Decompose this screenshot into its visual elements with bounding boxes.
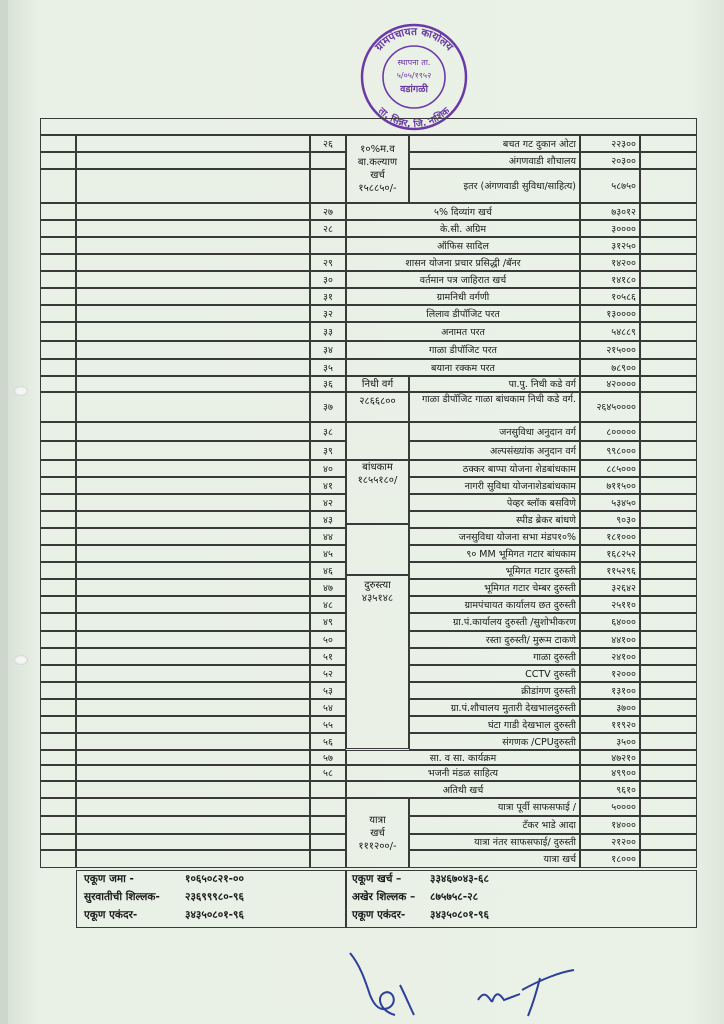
row-amount: ५३४५० bbox=[580, 494, 640, 511]
grand-total-left-value: ३४३५०८०१-९६ bbox=[185, 909, 244, 921]
blank-col-b bbox=[76, 579, 310, 596]
row-description: रस्ता दुरुस्ती/ मुरूम टाकणे bbox=[409, 631, 580, 648]
seal-mid-1: स्थापना ता. bbox=[397, 58, 431, 67]
blank-col-b bbox=[76, 850, 310, 868]
seal-top-text: ग्रामपंचायत कार्यालय bbox=[372, 25, 456, 54]
row-description: भूमिगत गटार चेम्बर दुरुस्ती bbox=[409, 579, 580, 596]
row-description: बयाना रक्कम परत bbox=[346, 359, 580, 376]
blank-col-b bbox=[76, 169, 310, 203]
row-number bbox=[310, 152, 346, 169]
row-amount: १८१००० bbox=[580, 528, 640, 545]
row-description: पा.पु. निधी कडे वर्ग bbox=[409, 376, 580, 392]
row-description: सा. व सा. कार्यक्रम bbox=[346, 750, 580, 765]
row-amount: ९०३० bbox=[580, 511, 640, 528]
group-cell-repairs bbox=[346, 575, 409, 749]
blank-col-b bbox=[76, 460, 310, 477]
blank-col-b bbox=[76, 682, 310, 699]
blank-col-a bbox=[40, 682, 76, 699]
row-number: २६ bbox=[310, 135, 346, 152]
row-number bbox=[310, 169, 346, 203]
row-number: ५६ bbox=[310, 733, 346, 750]
row-amount: ४७२१० bbox=[580, 750, 640, 765]
row-number: ५७ bbox=[310, 750, 346, 765]
row-description: यात्रा खर्च bbox=[409, 850, 580, 868]
grand-total-right-label: एकूण एकंदर- bbox=[352, 909, 406, 921]
blank-col-b bbox=[76, 750, 310, 765]
row-description: गाळा डीपॉजिट गाळा बांधकाम निधी कडे वर्ग. bbox=[409, 392, 580, 422]
row-amount: ३२६४२ bbox=[580, 579, 640, 596]
group-label: १०%म.व bbox=[360, 144, 395, 155]
blank-col-b bbox=[76, 288, 310, 305]
blank-col-c bbox=[640, 750, 697, 765]
group-amount: १५८८५०/- bbox=[358, 183, 397, 194]
row-amount: ७८९०० bbox=[580, 359, 640, 376]
row-number: ४७ bbox=[310, 579, 346, 596]
row-description: जनसुविधा अनुदान वर्ग bbox=[409, 422, 580, 441]
group-amount: १११२००/- bbox=[358, 840, 397, 852]
row-description: यात्रा पूर्वी साफसफाई / bbox=[409, 798, 580, 816]
blank-col-a bbox=[40, 494, 76, 511]
punch-hole bbox=[14, 655, 28, 665]
row-number: ५४ bbox=[310, 699, 346, 716]
blank-col-a bbox=[40, 750, 76, 765]
blank-col-c bbox=[640, 422, 697, 441]
row-description: अल्पसंख्यांक अनुदान वर्ग bbox=[409, 441, 580, 460]
blank-col-a bbox=[40, 392, 76, 422]
row-amount: ३०००० bbox=[580, 220, 640, 237]
blank-col-b bbox=[76, 376, 310, 392]
blank-col-c bbox=[640, 834, 697, 850]
blank-col-a bbox=[40, 665, 76, 682]
blank-col-a bbox=[40, 477, 76, 494]
row-number: ३९ bbox=[310, 441, 346, 460]
group-cell-construction bbox=[346, 460, 409, 524]
blank-col-a bbox=[40, 733, 76, 750]
row-description: ग्रामपंचायत कार्यालय छत दुरुस्ती bbox=[409, 596, 580, 613]
closing-balance-value: ८७५७५८-२८ bbox=[430, 891, 479, 903]
blank-col-c bbox=[640, 477, 697, 494]
row-description: ५% दिव्यांग खर्च bbox=[346, 203, 580, 220]
row-number: ३० bbox=[310, 271, 346, 288]
row-description: नागरी सुविधा योजनाशेडबांधकाम bbox=[409, 477, 580, 494]
blank-col-c bbox=[640, 135, 697, 152]
row-amount: १४००० bbox=[580, 816, 640, 834]
row-number: ३२ bbox=[310, 305, 346, 322]
row-description: टँकर भाडे आदा bbox=[409, 816, 580, 834]
row-amount: ८८५००० bbox=[580, 460, 640, 477]
blank-col-a bbox=[40, 322, 76, 341]
closing-balance-label: अखेर शिल्लक – bbox=[352, 891, 416, 903]
blank-col-a bbox=[40, 579, 76, 596]
row-amount: १२००० bbox=[580, 665, 640, 682]
blank-col-c bbox=[640, 798, 697, 816]
blank-col-c bbox=[640, 648, 697, 665]
blank-col-b bbox=[76, 613, 310, 631]
row-amount: ११९२० bbox=[580, 716, 640, 733]
blank-col-b bbox=[76, 422, 310, 441]
blank-col-a bbox=[40, 422, 76, 441]
group-label: यात्रा bbox=[369, 814, 386, 826]
blank-col-b bbox=[76, 665, 310, 682]
blank-col-b bbox=[76, 562, 310, 579]
blank-col-a bbox=[40, 460, 76, 477]
blank-col-c bbox=[640, 682, 697, 699]
row-description: गाळा दुरुस्ती bbox=[409, 648, 580, 665]
row-number: २८ bbox=[310, 220, 346, 237]
blank-col-a bbox=[40, 613, 76, 631]
blank-col-b bbox=[76, 203, 310, 220]
group-label: खर्च bbox=[370, 827, 385, 839]
blank-col-b bbox=[76, 716, 310, 733]
blank-col-a bbox=[40, 798, 76, 816]
blank-col-b bbox=[76, 359, 310, 376]
row-amount: १३१०० bbox=[580, 682, 640, 699]
blank-col-b bbox=[76, 765, 310, 781]
blank-col-b bbox=[76, 271, 310, 288]
row-amount: ७३०१२ bbox=[580, 203, 640, 220]
blank-col-b bbox=[76, 477, 310, 494]
blank-col-c bbox=[640, 237, 697, 254]
group-cell-fund-transfer bbox=[346, 376, 409, 392]
svg-text:ग्रामपंचायत कार्यालय bbox=[372, 26, 456, 54]
group-label: बा.कल्याण bbox=[357, 157, 398, 168]
blank-col-a bbox=[40, 816, 76, 834]
row-description: अंगणवाडी शौचालय bbox=[409, 152, 580, 169]
row-number bbox=[310, 237, 346, 254]
blank-col-a bbox=[40, 631, 76, 648]
row-amount: १०५८६ bbox=[580, 288, 640, 305]
row-description: जनसुविधा योजना सभा मंडप१०% bbox=[409, 528, 580, 545]
row-number: ४० bbox=[310, 460, 346, 477]
row-number: ५३ bbox=[310, 682, 346, 699]
blank-col-a bbox=[40, 528, 76, 545]
blank-col-c bbox=[640, 169, 697, 203]
blank-col-c bbox=[640, 203, 697, 220]
blank-col-c bbox=[640, 765, 697, 781]
blank-col-c bbox=[640, 545, 697, 562]
row-description: अनामत परत bbox=[346, 322, 580, 341]
group-cell-women-child bbox=[346, 135, 409, 203]
row-description: ठक्कर बाप्पा योजना शेडबांधकाम bbox=[409, 460, 580, 477]
row-amount: ४९९०० bbox=[580, 765, 640, 781]
row-description: ऑफिस सादिल bbox=[346, 237, 580, 254]
blank-col-b bbox=[76, 254, 310, 271]
row-number: ४६ bbox=[310, 562, 346, 579]
total-receipt-label: एकूण जमा - bbox=[84, 873, 134, 885]
group-label: बांधकाम bbox=[362, 462, 393, 473]
blank-col-c bbox=[640, 716, 697, 733]
row-description: भजनी मंडळ साहित्य bbox=[346, 765, 580, 781]
row-number: ३६ bbox=[310, 376, 346, 392]
blank-col-c bbox=[640, 665, 697, 682]
row-number: ५१ bbox=[310, 648, 346, 665]
row-number: ३४ bbox=[310, 341, 346, 359]
row-amount: ९६१० bbox=[580, 781, 640, 798]
blank-col-c bbox=[640, 816, 697, 834]
blank-col-c bbox=[640, 322, 697, 341]
row-description: ९० MM भूमिगत गटार बांधकाम bbox=[409, 545, 580, 562]
blank-col-b bbox=[76, 392, 310, 422]
row-number: ४४ bbox=[310, 528, 346, 545]
row-amount: ५४८८९ bbox=[580, 322, 640, 341]
group-cell-blank bbox=[346, 422, 409, 460]
blank-col-a bbox=[40, 152, 76, 169]
blank-col-a bbox=[40, 765, 76, 781]
punch-hole bbox=[14, 386, 28, 396]
row-number: ४५ bbox=[310, 545, 346, 562]
row-description: गाळा डीपॉजिट परत bbox=[346, 341, 580, 359]
blank-col-c bbox=[640, 511, 697, 528]
blank-col-b bbox=[76, 648, 310, 665]
row-description: के.सी. अग्रिम bbox=[346, 220, 580, 237]
row-description: शासन योजना प्रचार प्रसिद्धी /बॅनर bbox=[346, 254, 580, 271]
blank-col-a bbox=[40, 220, 76, 237]
blank-col-c bbox=[640, 254, 697, 271]
row-amount: ३७०० bbox=[580, 699, 640, 716]
row-amount: १६८२५२ bbox=[580, 545, 640, 562]
row-amount: २२३०० bbox=[580, 135, 640, 152]
row-description: ग्रा.पं.कार्यालय दुरुस्ती /सुशोभीकरण bbox=[409, 613, 580, 631]
row-description: यात्रा नंतर साफसफाई/ दुरुस्ती bbox=[409, 834, 580, 850]
row-amount: १८००० bbox=[580, 850, 640, 868]
blank-col-b bbox=[76, 305, 310, 322]
office-seal bbox=[355, 20, 473, 132]
blank-col-c bbox=[640, 699, 697, 716]
row-description: संगणक /CPUदुरुस्ती bbox=[409, 733, 580, 750]
row-number bbox=[310, 834, 346, 850]
blank-col-c bbox=[640, 850, 697, 868]
blank-col-a bbox=[40, 441, 76, 460]
blank-col-a bbox=[40, 648, 76, 665]
blank-col-a bbox=[40, 376, 76, 392]
row-description: CCTV दुरुस्ती bbox=[409, 665, 580, 682]
row-amount: ८००००० bbox=[580, 422, 640, 441]
group-amount: २८६६८०० bbox=[359, 396, 396, 407]
blank-col-c bbox=[640, 528, 697, 545]
seal-mid-2: ५/०५/१९५२ bbox=[396, 71, 432, 80]
signature-right bbox=[470, 960, 580, 1020]
blank-col-c bbox=[640, 392, 697, 422]
blank-col-b bbox=[76, 511, 310, 528]
group-amount: ४३५१४८ bbox=[361, 593, 394, 604]
row-number: ४३ bbox=[310, 511, 346, 528]
total-receipt-value: १०६५०८२१-०० bbox=[185, 873, 244, 885]
row-amount: ७११५०० bbox=[580, 477, 640, 494]
row-description: लिलाव डीपॉजिट परत bbox=[346, 305, 580, 322]
row-number: ३८ bbox=[310, 422, 346, 441]
blank-col-b bbox=[76, 699, 310, 716]
row-number: ४८ bbox=[310, 596, 346, 613]
signature-left bbox=[340, 945, 430, 1020]
blank-col-a bbox=[40, 169, 76, 203]
row-number: ५५ bbox=[310, 716, 346, 733]
row-description: बचत गट दुकान ओटा bbox=[409, 135, 580, 152]
blank-col-b bbox=[76, 781, 310, 798]
row-number: ४१ bbox=[310, 477, 346, 494]
group-amount: १८५५१८०/ bbox=[357, 475, 398, 486]
row-number: ३७ bbox=[310, 392, 346, 422]
row-number bbox=[310, 781, 346, 798]
row-number: २७ bbox=[310, 203, 346, 220]
row-amount: ५०००० bbox=[580, 798, 640, 816]
row-amount: १४२०० bbox=[580, 254, 640, 271]
blank-col-b bbox=[76, 341, 310, 359]
row-number: ५० bbox=[310, 631, 346, 648]
row-number: ३५ bbox=[310, 359, 346, 376]
blank-col-a bbox=[40, 305, 76, 322]
blank-col-b bbox=[76, 220, 310, 237]
blank-col-c bbox=[640, 494, 697, 511]
row-amount: १४१८० bbox=[580, 271, 640, 288]
row-description: स्पीड ब्रेकर बांधणे bbox=[409, 511, 580, 528]
row-description: क्रीडांगण दुरुस्ती bbox=[409, 682, 580, 699]
blank-col-a bbox=[40, 834, 76, 850]
blank-col-a bbox=[40, 271, 76, 288]
row-description: घंटा गाडी देखभाल दुरुस्ती bbox=[409, 716, 580, 733]
total-expense-value: ३३४६७०४३-६८ bbox=[430, 873, 489, 885]
group-cell-blank bbox=[346, 524, 409, 575]
row-number: ५२ bbox=[310, 665, 346, 682]
blank-col-a bbox=[40, 254, 76, 271]
row-amount: ५८७५० bbox=[580, 169, 640, 203]
row-description: वर्तमान पत्र जाहिरात खर्च bbox=[346, 271, 580, 288]
blank-col-c bbox=[640, 613, 697, 631]
blank-col-b bbox=[76, 441, 310, 460]
blank-col-a bbox=[40, 562, 76, 579]
blank-col-a bbox=[40, 850, 76, 868]
row-number: ४२ bbox=[310, 494, 346, 511]
blank-col-b bbox=[76, 322, 310, 341]
blank-col-c bbox=[640, 220, 697, 237]
blank-col-b bbox=[76, 596, 310, 613]
seal-mid-3: वडांगळी bbox=[400, 84, 428, 95]
blank-col-a bbox=[40, 545, 76, 562]
row-amount: ९९८००० bbox=[580, 441, 640, 460]
blank-col-c bbox=[640, 305, 697, 322]
blank-col-b bbox=[76, 237, 310, 254]
blank-col-c bbox=[640, 631, 697, 648]
blank-col-c bbox=[640, 579, 697, 596]
blank-col-c bbox=[640, 781, 697, 798]
row-amount: २१५००० bbox=[580, 341, 640, 359]
blank-col-c bbox=[640, 460, 697, 477]
blank-col-b bbox=[76, 494, 310, 511]
blank-col-b bbox=[76, 135, 310, 152]
row-amount: ६४००० bbox=[580, 613, 640, 631]
blank-col-b bbox=[76, 528, 310, 545]
blank-col-a bbox=[40, 288, 76, 305]
row-amount: १३०००० bbox=[580, 305, 640, 322]
group-cell-fund-amount bbox=[346, 392, 409, 422]
blank-col-a bbox=[40, 781, 76, 798]
grand-total-right-value: ३४३५०८०१-९६ bbox=[430, 909, 489, 921]
row-description: इतर (अंगणवाडी सुविधा/साहित्य) bbox=[409, 169, 580, 203]
row-amount: २५११० bbox=[580, 596, 640, 613]
blank-col-b bbox=[76, 834, 310, 850]
blank-col-a bbox=[40, 596, 76, 613]
row-amount: २०३०० bbox=[580, 152, 640, 169]
group-label: खर्च bbox=[370, 170, 385, 181]
blank-col-a bbox=[40, 237, 76, 254]
blank-col-b bbox=[76, 152, 310, 169]
total-expense-label: एकूण खर्च – bbox=[352, 873, 402, 885]
blank-col-a bbox=[40, 341, 76, 359]
blank-col-b bbox=[76, 631, 310, 648]
blank-col-c bbox=[640, 596, 697, 613]
row-amount: २६४५०००० bbox=[580, 392, 640, 422]
blank-col-c bbox=[640, 562, 697, 579]
group-label: निधी वर्ग bbox=[361, 378, 394, 390]
blank-col-a bbox=[40, 699, 76, 716]
row-amount: ४२०००० bbox=[580, 376, 640, 392]
row-amount: ३१२५० bbox=[580, 237, 640, 254]
blank-col-c bbox=[640, 152, 697, 169]
blank-col-b bbox=[76, 545, 310, 562]
blank-col-a bbox=[40, 359, 76, 376]
row-number: ५८ bbox=[310, 765, 346, 781]
blank-col-b bbox=[76, 816, 310, 834]
opening-balance-value: २३६९९९८०-९६ bbox=[185, 891, 244, 903]
row-amount: २१२०० bbox=[580, 834, 640, 850]
row-description: अतिथी खर्च bbox=[346, 781, 580, 798]
row-number: २९ bbox=[310, 254, 346, 271]
blank-col-c bbox=[640, 359, 697, 376]
row-amount: ३५०० bbox=[580, 733, 640, 750]
row-description: ग्रा.पं.शौचालय मुतारी देखभालदुरुस्ती bbox=[409, 699, 580, 716]
blank-col-a bbox=[40, 716, 76, 733]
row-description: ग्रामनिधी वर्गणी bbox=[346, 288, 580, 305]
opening-balance-label: सुरवातीची शिल्लक- bbox=[84, 891, 160, 903]
blank-col-c bbox=[640, 733, 697, 750]
blank-col-c bbox=[640, 341, 697, 359]
row-number: ४९ bbox=[310, 613, 346, 631]
blank-col-c bbox=[640, 441, 697, 460]
row-number: ३३ bbox=[310, 322, 346, 341]
seal-bottom-text: ता. सिन्नर, जि. नाशिक bbox=[376, 105, 452, 131]
blank-col-a bbox=[40, 511, 76, 528]
blank-col-b bbox=[76, 798, 310, 816]
row-description: भूमिगत गटार दुरुस्ती bbox=[409, 562, 580, 579]
group-label: दुरुस्त्या bbox=[364, 580, 391, 591]
blank-col-b bbox=[76, 733, 310, 750]
row-number bbox=[310, 798, 346, 816]
table-top-strip bbox=[40, 118, 697, 135]
blank-col-a bbox=[40, 203, 76, 220]
group-cell-fair bbox=[346, 798, 409, 868]
row-amount: ११५२९६ bbox=[580, 562, 640, 579]
blank-col-c bbox=[640, 288, 697, 305]
row-amount: २४१०० bbox=[580, 648, 640, 665]
blank-col-c bbox=[640, 376, 697, 392]
grand-total-left-label: एकूण एकंदर- bbox=[84, 909, 138, 921]
row-number bbox=[310, 850, 346, 868]
row-amount: ४४१०० bbox=[580, 631, 640, 648]
row-number: ३१ bbox=[310, 288, 346, 305]
blank-col-c bbox=[640, 271, 697, 288]
blank-col-a bbox=[40, 135, 76, 152]
row-number bbox=[310, 816, 346, 834]
row-description: पेव्हर ब्लॉक बसविणे bbox=[409, 494, 580, 511]
